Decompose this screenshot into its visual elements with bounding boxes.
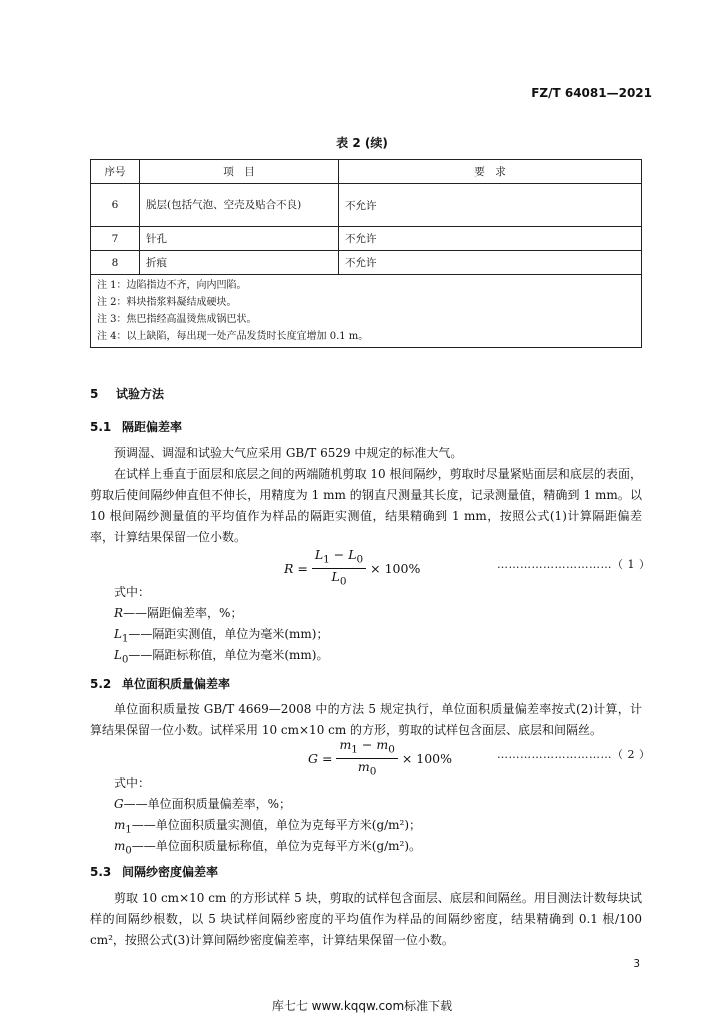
row-no: 6 xyxy=(91,184,140,227)
section-title: 单位面积质量偏差率 xyxy=(122,677,231,691)
row-no: 8 xyxy=(91,251,140,275)
formula-denominator: $L_0$ xyxy=(331,568,347,587)
row-no: 7 xyxy=(91,227,140,251)
col-header-requirement: 要 求 xyxy=(339,160,642,184)
table-note: 注 4：以上缺陷，每出现一处产品发货时长度宜增加 0.1 m。 xyxy=(97,331,369,342)
formula-fraction xyxy=(312,547,366,589)
s51-paragraph-1: 预调湿、调湿和试验大气应采用 GB/T 6529 中规定的标准大气。 xyxy=(114,446,463,460)
row-item: 折痕 xyxy=(140,251,339,275)
table-note: 注 1：边陷指边不齐，向内凹陷。 xyxy=(97,280,247,291)
row-item: 针孔 xyxy=(140,227,339,251)
row-requirement: 不允许 xyxy=(339,184,642,227)
section-number: 5.1 xyxy=(90,420,112,434)
section-number: 5 xyxy=(90,387,99,401)
section-number: 5.3 xyxy=(90,865,112,879)
formula-denominator: $m_0$ xyxy=(357,758,377,777)
table-notes xyxy=(91,275,642,348)
variable-definition: $L_1——$隔距实测值，单位为毫米(mm)； xyxy=(114,627,329,645)
section-5-1-heading xyxy=(90,418,182,435)
formula-lhs: R = xyxy=(284,560,308,576)
formula-2 xyxy=(308,737,452,779)
formula-fraction xyxy=(336,737,397,779)
section-5-3-heading xyxy=(90,863,218,880)
row-requirement: 不允许 xyxy=(339,227,642,251)
variable-definition: $m_0——$单位面积质量标称值，单位为克每平方米(g/m²)。 xyxy=(114,839,422,857)
table-row xyxy=(91,184,642,227)
table-header-row xyxy=(91,160,642,184)
table-note: 注 3：焦巴指经高温烫焦成锅巴状。 xyxy=(97,314,257,325)
col-header-no: 序号 xyxy=(91,160,140,184)
equation-number-1: …………………………（ 1 ） xyxy=(497,558,651,571)
table-caption: 表 2 (续) xyxy=(336,136,388,150)
formula-numerator: $L_1 - L_0$ xyxy=(312,547,366,569)
variable-definition: R——隔距偏差率，%； xyxy=(114,606,243,620)
footer-watermark: 库七七 www.kqqw.com标准下载 xyxy=(271,999,453,1013)
s52-paragraph-1: 单位面积质量按 GB/T 4669—2008 中的方法 5 规定执行，单位面积质量偏差率按式(2)计算，计算结果保留一位小数。试样采用 10 cm×10 cm 的方形，剪取的试样包含面层、底层和间隔丝。 xyxy=(90,702,642,737)
formula-lhs: G = xyxy=(308,750,333,766)
table-row xyxy=(91,251,642,275)
formula-numerator: $m_1 - m_0$ xyxy=(336,737,397,759)
standard-number: FZ/T 64081—2021 xyxy=(531,86,652,100)
variable-definition: $m_1——$单位面积质量实测值，单位为克每平方米(g/m²)； xyxy=(114,818,422,836)
col-header-item: 项 目 xyxy=(140,160,339,184)
row-requirement: 不允许 xyxy=(339,251,642,275)
table-row xyxy=(91,227,642,251)
variable-definition: $L_0——$隔距标称值，单位为毫米(mm)。 xyxy=(114,648,329,666)
table-note: 注 2：料块指浆料凝结成硬块。 xyxy=(97,297,237,308)
section-5-2-heading xyxy=(90,675,230,692)
s53-paragraph-1: 剪取 10 cm×10 cm 的方形试样 5 块，剪取的试样包含面层、底层和间隔丝。用目测法计数每块试样的间隔纱根数，以 5 块试样间隔纱密度的平均值作为样品的间隔纱密度，结果精确到 0.1 根/100 cm²，按照公式(3)计算间隔纱密度偏差率，计算结果保留一位小数。 xyxy=(90,891,642,947)
s51-paragraph-2: 在试样上垂直于面层和底层之间的两端随机剪取 10 根间隔纱，剪取时尽量紧贴面层和底层的表面，剪取后使间隔纱伸直但不伸长，用精度为 1 mm 的钢直尺测量其长度，记录测量值，精确到 1 mm。以 10 根间隔纱测量值的平均值作为样品的隔距实测值，结果精确到 1 mm，按照公式(1)计算隔距偏差率，计算结果保留一位小数。 xyxy=(90,467,642,544)
row-item: 脱层(包括气泡、空壳及贴合不良) xyxy=(140,184,339,227)
section-5-heading xyxy=(90,385,164,402)
formula-tail: × 100% xyxy=(401,750,453,766)
section-title: 间隔纱密度偏差率 xyxy=(122,865,219,879)
page-number: 3 xyxy=(633,958,640,970)
where-label: 式中： xyxy=(114,585,151,599)
section-title: 隔距偏差率 xyxy=(122,420,183,434)
formula-1 xyxy=(284,547,420,589)
table-notes-row xyxy=(91,275,642,348)
equation-number-2: …………………………（ 2 ） xyxy=(497,748,651,761)
requirements-table xyxy=(90,159,642,348)
section-number: 5.2 xyxy=(90,677,112,691)
section-title: 试验方法 xyxy=(116,387,165,401)
formula-tail: × 100% xyxy=(370,560,421,576)
variable-definition: G——单位面积质量偏差率，%； xyxy=(114,797,291,811)
where-label: 式中： xyxy=(114,776,151,790)
